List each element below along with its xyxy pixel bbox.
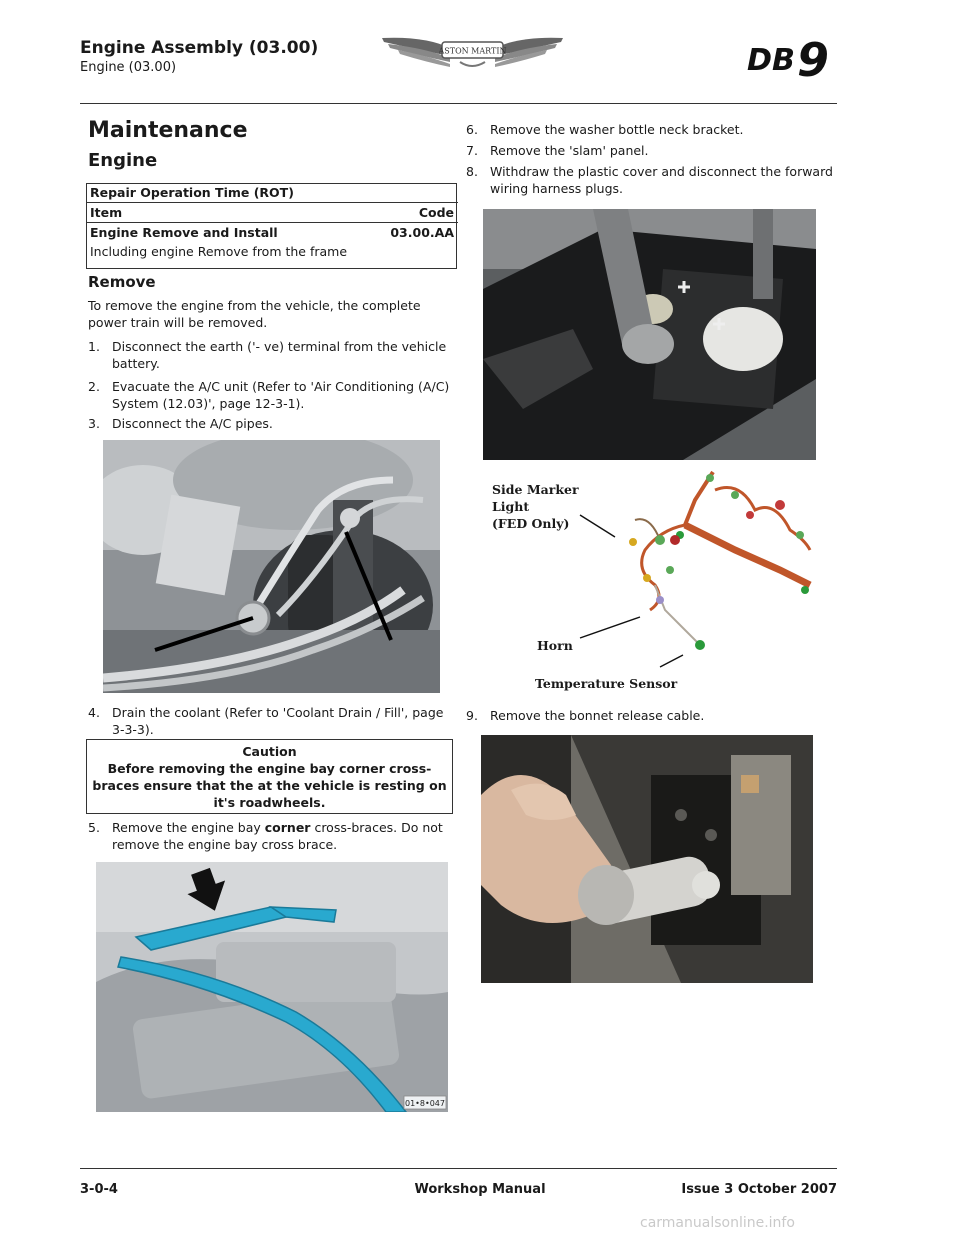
header-title: Engine Assembly (03.00)	[80, 38, 319, 58]
step-text-after: cross-braces. Do not remove the engine bay cross brace.	[112, 820, 443, 852]
step-text: Remove the washer bottle neck bracket.	[490, 122, 744, 137]
subsection-title: Engine	[88, 150, 158, 171]
footer-manual-title: Workshop Manual	[414, 1182, 546, 1197]
step-5	[88, 819, 458, 853]
caution-text: Before removing the engine bay corner cross-braces ensure that the at the vehicle is resting on it's roadwheels.	[92, 761, 447, 810]
header-subtitle: Engine (03.00)	[80, 60, 177, 75]
step-number: 5.	[88, 820, 100, 835]
step-text: Evacuate the A/C unit (Refer to 'Air Conditioning (A/C) System (12.03)', page 12-3-1).	[112, 379, 450, 411]
rot-row-code: 03.00.AA	[390, 225, 454, 240]
rot-row-item: Engine Remove and Install	[90, 225, 278, 240]
step-text: Disconnect the A/C pipes.	[112, 416, 273, 431]
step-7	[466, 142, 846, 159]
step-number: 7.	[466, 143, 478, 158]
svg-text:9: 9	[797, 33, 830, 82]
harness-cover-photo	[483, 209, 816, 460]
logo-text: ASTON MARTIN	[438, 46, 507, 56]
step-number: 9.	[466, 708, 478, 723]
section-title: Maintenance	[88, 118, 248, 143]
label-horn: Horn	[537, 638, 573, 653]
step-2	[88, 378, 458, 412]
aston-martin-wings-logo	[380, 28, 565, 80]
step-number: 3.	[88, 416, 100, 431]
footer-page-number: 3-0-4	[80, 1182, 118, 1197]
label-side-marker	[492, 481, 579, 532]
db9-model-logo	[747, 28, 837, 82]
ac-pipes-image	[103, 440, 440, 693]
footer-issue: Issue 3 October 2007	[681, 1182, 837, 1197]
step-8	[466, 163, 841, 197]
step-text-bold: corner	[264, 820, 311, 835]
step-3	[88, 415, 458, 432]
caution-title: Caution	[242, 744, 297, 759]
step-6	[466, 121, 846, 138]
callout-lines	[575, 505, 690, 680]
step-number: 6.	[466, 122, 478, 137]
step-text: Withdraw the plastic cover and disconnect the forward wiring harness plugs.	[490, 164, 833, 196]
rot-table	[86, 183, 458, 261]
rot-row-note: Including engine Remove from the frame	[90, 244, 348, 259]
step-number: 8.	[466, 164, 478, 179]
cross-brace-image	[96, 862, 448, 1112]
step-text: Remove the bonnet release cable.	[490, 708, 705, 723]
step-text: Drain the coolant (Refer to 'Coolant Drain / Fill', page 3-3-3).	[112, 705, 444, 737]
step-9	[466, 707, 846, 724]
step-number: 2.	[88, 379, 100, 394]
svg-text:DB: DB	[747, 43, 795, 78]
label-side-marker-line2: Light	[492, 499, 530, 514]
step-text	[112, 819, 458, 853]
step-4	[88, 704, 458, 738]
image-code: 01•8•047	[405, 1099, 445, 1108]
rot-caption: Repair Operation Time (ROT)	[90, 185, 294, 200]
footer-rule	[80, 1168, 837, 1169]
label-side-marker-line1: Side Marker	[492, 482, 579, 497]
remove-heading: Remove	[88, 273, 156, 291]
step-text: Disconnect the earth ('- ve) terminal from the vehicle battery.	[112, 339, 447, 371]
intro-paragraph: To remove the engine from the vehicle, the complete power train will be removed.	[88, 298, 421, 330]
label-temperature-sensor: Temperature Sensor	[535, 676, 678, 691]
step-1	[88, 338, 458, 372]
rot-col-code: Code	[358, 203, 458, 223]
caution-box	[86, 739, 453, 814]
step-number: 1.	[88, 339, 100, 354]
step-number: 4.	[88, 705, 100, 720]
bonnet-release-photo	[481, 735, 813, 983]
rot-col-item: Item	[86, 203, 358, 223]
watermark: carmanualsonline.info	[640, 1215, 795, 1231]
step-text-before: Remove the engine bay	[112, 820, 265, 835]
label-side-marker-line3: (FED Only)	[492, 516, 570, 531]
header-rule	[80, 103, 837, 104]
step-text: Remove the 'slam' panel.	[490, 143, 649, 158]
